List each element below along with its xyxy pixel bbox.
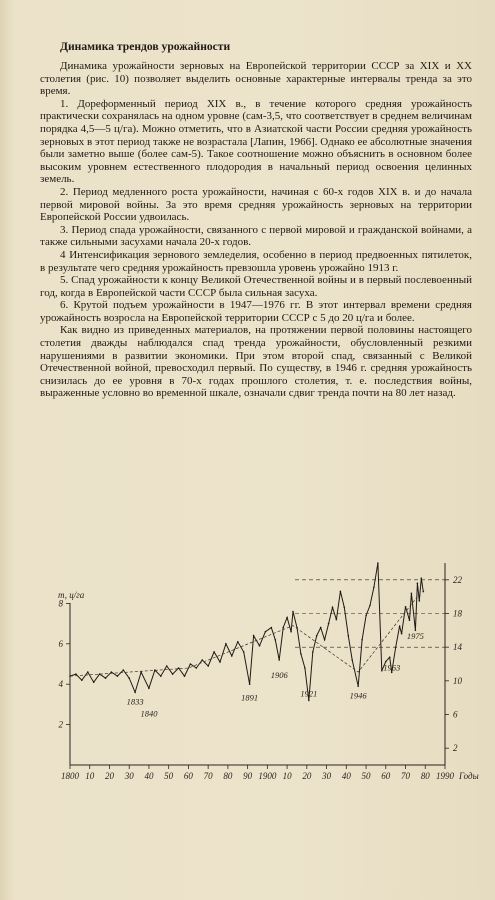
- x-tick-label: 50: [164, 771, 174, 781]
- left-y-tick-label: 2: [58, 719, 63, 730]
- yield-point: [419, 600, 421, 602]
- yield-point: [399, 625, 401, 627]
- yield-point: [324, 639, 326, 641]
- yield-point: [172, 673, 174, 675]
- yield-point: [81, 679, 83, 681]
- right-y-tick-label: 6: [453, 709, 458, 720]
- paragraph-intro: Динамика урожайности зерновых на Европейской территории СССР за XIX и XX столетия (рис. 10) позволяет выделить основные характерные интервалы тренда за это время.: [40, 60, 472, 98]
- yield-point: [316, 635, 318, 637]
- x-tick-label: 1990: [436, 771, 454, 781]
- x-tick-label: 60: [183, 771, 193, 781]
- x-tick-label: 1900: [258, 771, 277, 781]
- year-annotation: 1891: [241, 692, 259, 703]
- year-annotation: 1840: [140, 708, 158, 719]
- yield-point: [286, 617, 288, 619]
- yield-point: [75, 673, 77, 675]
- yield-point: [395, 646, 397, 648]
- yield-point: [365, 615, 367, 617]
- yield-point: [421, 577, 423, 579]
- right-y-tick-label: 14: [453, 642, 462, 653]
- yield-point: [259, 645, 261, 647]
- paragraph-period-4: 4 Интенсификация зернового земледелия, особенно в период предвоенных пятилеток, в результате чего средняя урожайность превзошла уровень урожайно 1913 г.: [40, 248, 472, 274]
- yield-point: [184, 675, 186, 677]
- yield-point: [320, 627, 322, 629]
- year-annotation: 1946: [349, 690, 367, 701]
- year-annotation: 1833: [126, 696, 144, 707]
- yield-point: [160, 675, 162, 677]
- yield-point: [300, 653, 302, 655]
- yield-point: [265, 631, 267, 633]
- yield-point: [271, 627, 273, 629]
- yield-point: [196, 667, 198, 669]
- left-y-tick-label: 8: [58, 598, 63, 609]
- right-y-tick-label: 2: [453, 743, 458, 754]
- year-annotation: 1975: [406, 630, 424, 641]
- yield-chart-svg: [40, 555, 490, 805]
- yield-point: [344, 607, 346, 609]
- yield-point: [332, 607, 334, 609]
- yield-point: [225, 643, 227, 645]
- left-y-tick-label: 6: [58, 638, 63, 649]
- yield-point: [405, 606, 407, 608]
- yield-point: [219, 661, 221, 663]
- x-tick-label: 60: [381, 771, 391, 781]
- yield-point: [389, 657, 391, 659]
- yield-point: [282, 627, 284, 629]
- yield-point: [411, 593, 413, 595]
- yield-point: [148, 687, 150, 689]
- x-tick-label: 50: [361, 771, 371, 781]
- yield-point: [117, 675, 119, 677]
- x-tick-label: 80: [420, 771, 430, 781]
- year-annotation: 1963: [383, 662, 401, 673]
- yield-point: [128, 677, 130, 679]
- yield-point: [312, 651, 314, 653]
- paragraph-period-1: 1. Дореформенный период XIX в., в течение которого средняя урожайность практически сохранялась на одном уровне (сам-3,5, что соответствует в среднем величинам порядка 4,5—5 ц/га). Можно отметить, что в Азиатской части России средняя урожайность зерновых в этот период также не возрастала [Лапин, 1966]. Однако ее абсолютные значения были заметно выше (более сам-5). Такое соотношение можно объяснить в основном более высоким уровнем естественного плодородия в начальный период освоения целинных земель.: [40, 97, 472, 186]
- paragraph-period-3: 3. Период спада урожайности, связанного с первой мировой и гражданской войнами, а также сильными засухами начала 20-х годов.: [40, 223, 472, 249]
- x-tick-label: 80: [223, 771, 233, 781]
- yield-chart: [40, 555, 490, 805]
- x-tick-label: 40: [144, 771, 154, 781]
- trend-line: [70, 597, 417, 676]
- yield-point: [134, 692, 136, 694]
- yield-point: [361, 639, 363, 641]
- yield-point: [249, 683, 251, 685]
- x-tick-label: 10: [85, 771, 95, 781]
- x-axis-label: Годы: [459, 771, 479, 781]
- paragraph-period-6: 6. Крутой подъем урожайности в 1947—1976 гг. В этот интервал времени средняя урожайность возросла на Европейской территории СССР с 5 до 20 ц/га и более.: [40, 299, 472, 324]
- x-tick-label: 70: [203, 771, 213, 781]
- yield-point: [123, 669, 125, 671]
- yield-point: [213, 651, 215, 653]
- x-tick-label: 90: [243, 771, 253, 781]
- paragraph-period-2: 2. Период медленного роста урожайности, начиная с 60-х годов XIX в. и до начала первой мировой войны. За это время средняя урожайность зерновых на территории Европейской России удвоилась.: [40, 185, 472, 224]
- x-tick-label: 20: [302, 771, 312, 781]
- yield-point: [417, 582, 419, 584]
- yield-point: [237, 641, 239, 643]
- yield-point: [369, 605, 371, 607]
- right-y-tick-label: 22: [453, 574, 462, 585]
- yield-point: [201, 659, 203, 661]
- x-tick-label: 40: [341, 771, 351, 781]
- yield-point: [207, 665, 209, 667]
- yield-point: [304, 667, 306, 669]
- yield-point: [290, 631, 292, 633]
- yield-point: [243, 651, 245, 653]
- paragraph-conclusion: Как видно из приведенных материалов, на протяжении первой половины настоящего столетия дважды наблюдался спад тренда урожайности, обусловленный резкими нарушениями в развитии экономики. При этом второй спад, связанный с Великой Отечественной войной, превосходил первый. По существу, в 1946 г. средняя урожайность снизилась до ее уровня в 70-х годах прошлого столетия, т. е. последствия войны, выраженные условно во временной шкале, означали сдвиг тренда почти на 80 лет назад.: [40, 324, 472, 400]
- yield-point: [87, 671, 89, 673]
- yield-point: [340, 591, 342, 593]
- right-y-tick-label: 10: [453, 675, 462, 686]
- yield-point: [373, 586, 375, 588]
- y-axis-label: т, ц/га: [58, 590, 85, 600]
- yield-point: [231, 655, 233, 657]
- yield-point: [328, 623, 330, 625]
- x-tick-label: 30: [322, 771, 332, 781]
- yield-point: [423, 591, 425, 593]
- year-annotation: 1906: [270, 670, 288, 681]
- paragraph-period-5: 5. Спад урожайности к концу Великой Отечественной войны и в первый послевоенный год, когда в Европейской части СССР была сильная засуха.: [40, 274, 472, 299]
- yield-point: [401, 633, 403, 635]
- yield-point: [178, 667, 180, 669]
- yield-point: [348, 635, 350, 637]
- yield-point: [351, 659, 353, 661]
- yield-point: [377, 562, 379, 564]
- yield-point: [166, 665, 168, 667]
- right-y-tick-label: 18: [453, 608, 462, 619]
- x-tick-label: 1800: [61, 771, 79, 781]
- yield-point: [336, 619, 338, 621]
- yield-point: [93, 681, 95, 683]
- yield-point: [292, 611, 294, 613]
- yield-point: [111, 671, 113, 673]
- x-tick-label: 10: [282, 771, 292, 781]
- x-tick-label: 70: [401, 771, 411, 781]
- section-heading: Динамика трендов урожайности: [60, 40, 231, 53]
- yield-point: [409, 619, 411, 621]
- yield-point: [278, 659, 280, 661]
- yield-point: [105, 677, 107, 679]
- yield-point: [253, 635, 255, 637]
- text-block: [40, 40, 472, 400]
- x-tick-label: 20: [104, 771, 114, 781]
- year-annotation: 1921: [300, 688, 318, 699]
- yield-point: [190, 663, 192, 665]
- x-tick-label: 30: [124, 771, 134, 781]
- yield-point: [308, 700, 310, 702]
- yield-point: [275, 639, 277, 641]
- yield-point: [357, 685, 359, 687]
- left-y-tick-label: 4: [58, 679, 63, 690]
